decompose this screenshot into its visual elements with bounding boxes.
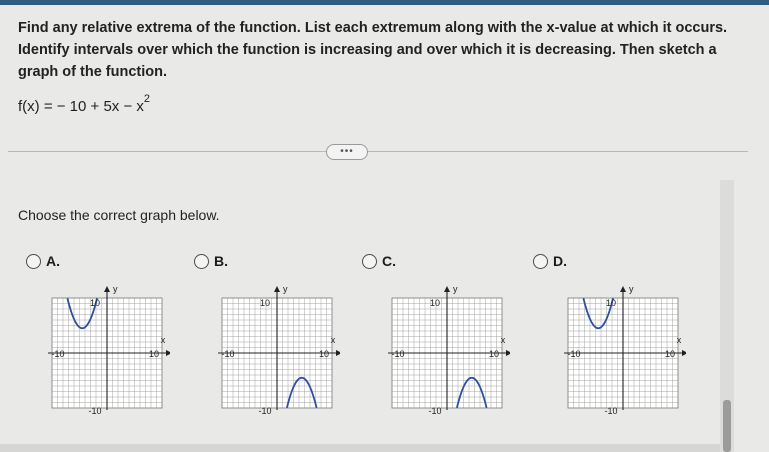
y-axis-label: y — [629, 284, 634, 294]
tick-label-bottom: -10 — [88, 406, 102, 416]
tick-label-left: -10 — [51, 349, 65, 359]
graph-option-c[interactable] — [380, 278, 510, 418]
tick-label-bottom: -10 — [428, 406, 442, 416]
x-axis-arrow — [682, 350, 686, 356]
option-d-label: D. — [553, 253, 567, 269]
y-axis-arrow — [620, 286, 626, 292]
tick-label-bottom: -10 — [258, 406, 272, 416]
graph-option-b[interactable] — [210, 278, 340, 418]
scrollbar-thumb[interactable] — [723, 400, 731, 452]
function-base: f(x) = − 10 + 5x − x — [18, 98, 144, 115]
function-expression — [18, 93, 151, 115]
y-axis-label: y — [453, 284, 458, 294]
y-axis-label: y — [283, 284, 288, 294]
expand-dots-button[interactable]: ••• — [326, 144, 368, 160]
tick-label-left: -10 — [567, 349, 581, 359]
tick-label-top: 10 — [259, 298, 271, 308]
radio-option-a[interactable] — [26, 254, 41, 269]
bottom-strip — [0, 444, 720, 452]
option-a-label: A. — [46, 253, 60, 269]
option-b-label: B. — [214, 253, 228, 269]
x-axis-arrow — [336, 350, 340, 356]
x-axis-label: x — [676, 335, 682, 345]
graph-option-a[interactable] — [40, 278, 170, 418]
y-axis-label: y — [113, 284, 118, 294]
tick-label-top: 10 — [605, 298, 617, 308]
option-c-label: C. — [382, 253, 396, 269]
tick-label-right: 10 — [488, 349, 500, 359]
function-exponent: 2 — [143, 93, 151, 105]
question-text: Find any relative extrema of the function. List each extremum along with the x-value at which it occurs. Identify intervals over which the function is increasing and over which it is decreasing. Then sketch a graph of the function. — [18, 20, 728, 80]
graph-option-d[interactable] — [556, 278, 686, 418]
y-axis-arrow — [274, 286, 280, 292]
radio-option-d[interactable] — [533, 254, 548, 269]
tick-label-right: 10 — [148, 349, 160, 359]
x-axis-label: x — [160, 335, 166, 345]
tick-label-left: -10 — [391, 349, 405, 359]
tick-label-bottom: -10 — [604, 406, 618, 416]
tick-label-right: 10 — [664, 349, 676, 359]
radio-option-b[interactable] — [194, 254, 209, 269]
x-axis-label: x — [330, 335, 336, 345]
section-divider — [8, 151, 748, 152]
x-axis-label: x — [500, 335, 506, 345]
y-axis-arrow — [104, 286, 110, 292]
radio-option-c[interactable] — [362, 254, 377, 269]
answer-prompt: Choose the correct graph below. — [18, 207, 220, 223]
tick-label-top: 10 — [429, 298, 441, 308]
tick-label-top: 10 — [89, 298, 101, 308]
tick-label-right: 10 — [318, 349, 330, 359]
tick-label-left: -10 — [221, 349, 235, 359]
x-axis-arrow — [166, 350, 170, 356]
y-axis-arrow — [444, 286, 450, 292]
x-axis-arrow — [506, 350, 510, 356]
vertical-scrollbar[interactable] — [720, 180, 734, 452]
top-accent-bar — [0, 0, 769, 5]
